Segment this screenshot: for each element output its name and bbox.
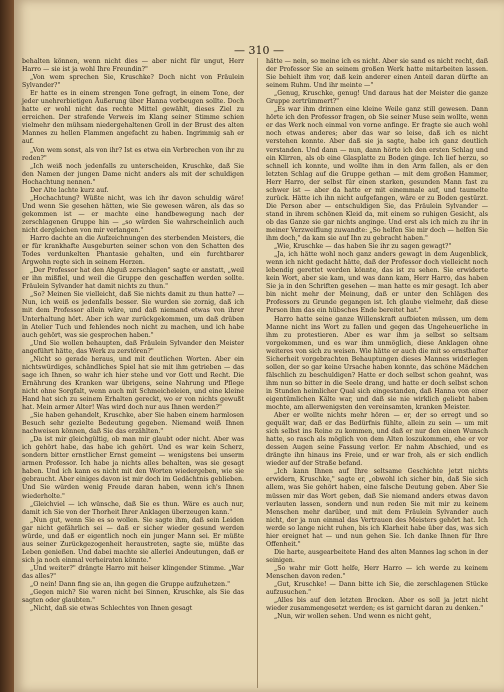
paragraph: „Genug, Kruschke, genug! Und daraus hat der Meister die ganze Gruppe zertrümmert?" xyxy=(266,90,488,106)
paragraph: Der Alte lachte kurz auf. xyxy=(30,186,109,194)
paragraph: „Ja, ich hätte wohl noch ganz anders gewagt in dem Augenblick, wenn ich nicht gedacht hätte, daß der Professor doch vielleicht noch lebendig gerettet werden könnte, das ist zu sehen. Sie erwiderte kein Wort, aber sie kam, und was dann kam, Herr Harro, das haben Sie ja in den Schriften gesehen — man hatte es mir gesagt. Ich aber bin nicht mehr der Meinung, daß er unter den Schlägen des Professors zu Grunde gegangen ist. Ich glaube vielmehr, daß diese Person ihm das ein hübsches Ende bereitet hat." xyxy=(266,251,488,315)
paragraph: behalten können, wenn nicht dies — aber nicht für ungut, Herr Harro — sie ist ja wohl Ihre Freundin?" xyxy=(22,58,244,74)
paragraph: „Alles bis auf den letzten Brocken. Aber es soll ja jetzt nicht wieder zusammengesetzt werden; es ist garnicht daran zu denken." xyxy=(266,597,488,613)
book-page xyxy=(14,0,504,692)
paragraph: „Nun gut, wenn Sie es so wollen. Sie sagte ihm, daß sein Leiden gar nicht gefährlich sei — daß er sicher wieder gesund werden würde, und daß er eigentlich noch ein junger Mann sei. Er müßte aus seiner Zurückgezogenheit heraustreten, sagte sie, müßte das Leben genießen. Und dabei machte sie allerlei Andeutungen, daß er sich ja noch einmal verheiraten könnte." xyxy=(22,516,244,564)
paragraph: Er hatte es in einem strengen Tone gefragt, in einem Tone, der jeder unehrerbietigen Äußerung über Hanna vorbeugen sollte. Doch hatte er wohl nicht das rechte Mittel gewählt, dieses Ziel zu erreichen. Der strafende Verweis im Klang seiner Stimme schien vielmehr den mühsam niedergehaltenen Groll in der Brust des alten Mannes zu hellen Flammen angefacht zu haben. Ingrimmig sah er auf. xyxy=(22,90,244,146)
paragraph: hätte — nein, so meine ich es nicht. Aber sie sand es nicht recht, daß der Professor Sie an seinem großen Werk hatte mitarbeiten lassen. Sie behielt ihm vor, daß kein anderer einen Anteil daran dürfte an seinem Ruhm. Und ihr meinte —" xyxy=(266,58,488,90)
paragraph: „Nun, wir wollen sehen. Und wenn es nicht geht, xyxy=(274,613,432,621)
paragraph: „Es war ihm drinnen eine kleine Weile ganz still gewesen. Dann hörte ich den Professor fragen, ob Sie seiner Muse sein wollte, wenn er das Werk noch einmal von vorne anfinge. Er fragte sie auch wohl noch etwas anderes; aber das war so leise, daß ich es nicht verstehen konnte. Aber daß sie ja sagte, habe ich ganz deutlich verstanden. Und dann — nun, dann hörte ich den ersten Schlag und ein Klirren, als ob eine Glasplatte zu Boden ginge. Ich lief herzu, so schnell ich konnte, und wollte ihm in den Arm fallen, als er den letzten Schlag auf die Gruppe gethan — mit dem großen Hammer, Herr Harro, der selbst für einen starken, gesunden Mann fast zu schwer ist — aber da hatte er mit einemmale auf, und taumelte zurück. Hätte ich ihn nicht aufgefangen, wäre er zu Boden gestürzt. Die Person aber — entschuldigen Sie, das Fräulein Sylvander — stand in ihrem schönen Kleid da, mit einem so ruhigen Gesicht, als ob das Ganze sie gar nichts anginge. Und erst als ich mich zu ihr in meiner Verzweiflung zuwandte: „So helfen Sie mir doch — helfen Sie ihm doch," da kam sie auf Ihn zu gebracht haben." xyxy=(266,106,488,243)
right-text-column xyxy=(266,58,488,621)
paragraph: Harro dachte an die Aufzeichnungen des sterbenden Meisters, die er für krankhafte Ausgeburten seiner schon von den Schatten des Todes verdunkelten Phantasie gehalten, und ein furchtbarer Argwohn regte sich in seinem Herzen. xyxy=(22,235,244,267)
paragraph: „Sie haben gehandelt, Kruschke, aber Sie haben einem harmlosen Besuch sehr gezielte Bedeutung gegeben. Niemand weiß Ihnen nachweisen können, daß Sie das erzählten." xyxy=(22,412,244,436)
paragraph: „Nicht, daß sie etwas Schlechtes von Ihnen gesagt xyxy=(30,605,193,613)
paragraph: Die harte, ausgearbeitete Hand des alten Mannes lag schon in der seinigen. xyxy=(266,548,488,564)
paragraph: „Da ist mir gleichgültig, ob man mir glaubt oder nicht. Aber was ich gehört habe, das habe ich gehört. Und es war kein Scherz, sondern bitter ernstlicher Ernst gemeint — wenigstens bei unserm armen Professor. Ich habe ja nichts alles behalten, was sie gesagt haben. Und ich kann es nicht mit den Worten wiedergeben, wie sie gebraucht. Aber einiges davon ist mir doch im Gedächtnis geblieben. Und Sie würden wenig Freude daran haben, wenn ich's Ihnen wiederholte." xyxy=(22,436,244,500)
paragraph: „So? Meinen Sie vielleicht, daß Sie nichts damit zu thun hatte? — Nun, ich weiß es jedenfalls besser. Sie wurden sie zornig, daß ich mit dem Professor allein wäre, und daß niemand etwas von ihrer Unterhaltung hört. Aber ich war zurückgekommen, um daß drüben in Atelier Tuch und fehlendes noch nicht zu machen, und ich habe auch gehört, was sie gesprochen haben." xyxy=(22,291,244,339)
column-divider xyxy=(257,58,258,688)
paragraph: „Und weiter?" drängte Harro mit heiser klingender Stimme. „War das alles?" xyxy=(22,564,244,580)
paragraph: „Wie, Kruschke — das haben Sie ihr zu sagen gewagt?" xyxy=(274,243,452,251)
paragraph: Aber er wollte nichts mehr hören — er, der so erregt und so gequält war, daß er das Bedürfnis fühlte, allein zu sein — um mit sich selbst ins Reine zu kommen, und daß er nur den einen Wunsch hatte, so rasch als möglich von dem Alten loszukommen, ehe er vor dessen Augen seine Fassung verlor. Er nahm Abschied, und es drängte ihn hinaus ins Freie, und er war froh, als er sich endlich wieder auf der Straße befand. xyxy=(266,412,488,468)
paragraph: „Gut, Kruschke! — Dann bitte ich Sie, die zerschlagenen Stücke aufzusuchen." xyxy=(266,581,488,597)
paragraph: „Und Sie wollen behaupten, daß Fräulein Sylvander den Meister angeführt hätte, das Werk zu zerstören?" xyxy=(22,339,244,355)
paragraph: „Hochachtung? Wüßte nicht, was ich ihr davon schuldig wäre! Und wenn Sie gesehen hätten, wie Sie gewesen wären, als das so gekommen ist — er machte eine handbewegung nach der zerschlagenen Gruppe hin — „so würden Sie wahrscheinlich auch nicht dergleichen von mir verlangen." xyxy=(22,194,244,234)
paragraph: „Ich weiß noch jedenfalls zu unterscheiden, Kruschke, daß Sie den Namen der jungen Dame nicht anders als mit der schuldigen Hochachtung nennen." xyxy=(22,162,244,186)
paragraph: „Von wem sprechen Sie, Kruschke? Doch nicht von Fräulein Sylvander?" xyxy=(22,74,244,90)
paragraph: „Der Professor hat den Abguß zerschlagen" sagte er anstatt, „weil er ihn mißfiel, und weil die Gruppe den geschaffen werden sollte. Fräulein Sylvander hat damit nichts zu thun." xyxy=(22,267,244,291)
paragraph: „Nicht so gerade heraus, und mit deutlichen Worten. Aber ein nichtswürdiges, schändliches Spiel hat sie mit ihm getrieben — das sage ich Ihnen, so wahr ich hier stehe und vor Gott und Recht. Die Ernährung des Kranken war übrigens, seine Nahrung und Pflege nicht ohne Sorgfalt, wenn auch mit Schmeicheleien, und eine kleine Hand hat sich zu seinem Erhalten gereckt, wo er von nichts gewußt hat. Mein armer Alter! Was wird doch nur aus Ihnen werden?" xyxy=(22,355,244,412)
paragraph: „O nein! Dann fing sie an, ihn gegen die Gruppe aufzuhetzen." xyxy=(30,581,230,589)
paragraph: „Ich kann Ihnen auf Ihre seltsame Geschichte jetzt nichts erwidern, Kruschke," sagte er, „obwohl ich sicher bin, daß Sie sich allem, was Sie gehört haben, eine falsche Deutung geben. Aber Sie müssen mir das Wort geben, daß Sie niemand anders etwas davon verlauten lassen, sondern und nun reden Sie mit mir zu keinem Menschen mehr darüber, und mit dem Fräulein Sylvander auch nicht, der ja nun einmal das Vertrauen des Meisters gehört hat. Ich werde so lange nicht ruhen, bis ich Klarheit habe über das, was sich hier ereignet hat — und nun gehen Sie. Ich danke Ihnen für Ihre Offenheit." xyxy=(266,468,488,548)
left-text-column xyxy=(22,58,244,613)
page-number: — 310 — xyxy=(234,44,284,57)
book-spine-shadow xyxy=(0,0,14,692)
paragraph: „Gleichviel — ich wünsche, daß Sie es thun. Wäre es auch nur, damit ich Sie von der Thorheit Ihrer Anklagen überzeugen kann." xyxy=(22,500,244,516)
paragraph: „Von wem sonst, als von ihr? Ist es etwa ein Verbrechen von ihr zu reden?" xyxy=(22,146,244,162)
paragraph: Harro hatte seine ganze Willenskraft aufbieten müssen, um dem Manne nicht ins Wort zu fallen und gegen das Ungeheuerliche in ihm zu protestieren. Aber es war ihm ja selbst so seltsam vorgekommen, und es war ihm unmöglich, diese Anklagen ohne weiteres von sich zu weisen. Wie hätte er auch die mit so ernsthafter Sicherheit vorgebrachten Behauptungen dieses Mannes widerlegen sollen, der so gar keine Ursache haben konnte, das schöne Mädchen fälschlich zu beschuldigen? Hatte er doch selbst schon geahnt, was ihm nun so bitter in die Seele drang, und hatte er doch selbst schon in Stunden heimlicher Qual sich eingestanden, daß Hanna von einer eigentümlichen Kälte war, und daß sie nie wirklich geliebt haben mochte, am allerwenigsten den vereinsamten, kranken Meister. xyxy=(266,315,488,412)
paragraph: „So wahr mir Gott helfe, Herr Harro — ich werde zu keinem Menschen davon reden." xyxy=(266,564,488,580)
paragraph: „Gegen mich? Sie waren nicht bei Sinnen, Kruschke, als Sie das sagten oder glaubten." xyxy=(22,589,244,605)
